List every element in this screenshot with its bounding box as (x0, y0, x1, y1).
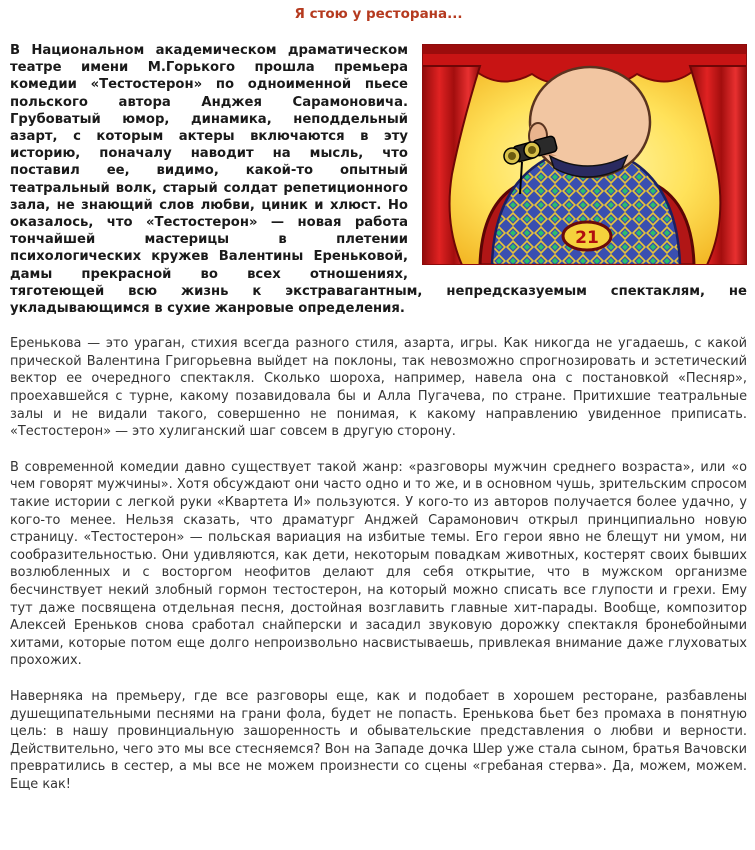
article-lead: В Национальном академическом драматическом театре имени М.Горького прошла премьера комедии «Тестостерон» по одноименной пьесе польского автора Анджея Сарамоновича. Грубоватый юмор, динамика, неподдельный азарт, с которым актеры включаются в эту историю, поначалу наводит на мысль, что поставил ее, видимо, какой-то опытный театральный волк, старый солдат репетиционного зала, не знающий слов любви, циник и хлюст. Но оказалось, что «Тестостерон» — новая работа тончайшей мастерицы в плетении психологических кружев Валентины Ереньковой, дамы прекрасной во всех отношениях, тяготеющей всю жизнь к экстравагантным, непредсказуемым спектаклям, не укладывающимся в сухие жанровые определения. (10, 43, 747, 317)
seat-number: 21 (575, 228, 599, 248)
article (10, 0, 747, 794)
article-paragraph: Еренькова — это ураган, стихия всегда разного стиля, азарта, игры. Как никогда не угадаешь, с какой прической Валентина Григорьевна выйдет на поклоны, так невозможно спрогнозировать и эстетический вектор ее очередного спектакля. Сколько шороха, например, навела она с постановкой «Песняр», проехавшейся с турне, какому позавидовала бы и Алла Пугачева, по стране. Притихшие театральные залы и не видали такого, совершенно не понимая, к какому направлению увиденное приписать. «Тестостерон» — это хулиганский шаг совсем в другую сторону. (10, 336, 747, 440)
article-paragraph: В современной комедии давно существует такой жанр: «разговоры мужчин среднего возраста», или «о чем говорят мужчины». Хотя обсуждают они часто одно и то же, и в основном чушь, зрительским спросом такие истории с легкой руки «Квартета И» пользуются. У кого-то из авторов получается более удачно, у кого-то менее. Нельзя сказать, что драматург Анджей Сарамонович открыл принципиально новую страницу. «Тестостерон» — польская вариация на избитые темы. Его герои явно не блещут ни умом, ни сообразительностью. Они удивляются, как дети, некоторым повадкам животных, костерят своих бывших возлюбленных и с восторгом неофитов делают для себя открытие, что в мужском организме бесчинствует некий злобный гормон тестостерон, на который можно списать все глупости и грехи. Ему тут даже посвящена отдельная песня, достойная возглавить главные хит-парады. Вообще, композитор Алексей Ереньков снова сработал снайперски и засадил звуковую дорожку спектакля бронебойными хитами, которые потом еще долго непроизвольно насвистываешь, привлекая внимание даже глуховатых прохожих. (10, 459, 747, 669)
theater-cartoon-image (422, 44, 747, 265)
article-title: Я стою у ресторана... (294, 6, 463, 22)
theater-illustration (422, 44, 747, 265)
article-paragraph: Наверняка на премьеру, где все разговоры еще, как и подобает в хорошем ресторане, разбавлены душещипательными песнями на грани фола, будет не попасть. Еренькова бьет без промаха в понятную цель: в нашу провинциальную зашоренность и обывательские представления о любви и верности. Действительно, чего это мы все стесняемся? Вон на Западе дочка Шер уже стала сыном, братья Вачовски превратились в сестер, а мы все не можем произнести со сцены «гребаная стерва». Да, можем, можем. Еще как! (10, 688, 747, 792)
lead-section (10, 42, 747, 317)
